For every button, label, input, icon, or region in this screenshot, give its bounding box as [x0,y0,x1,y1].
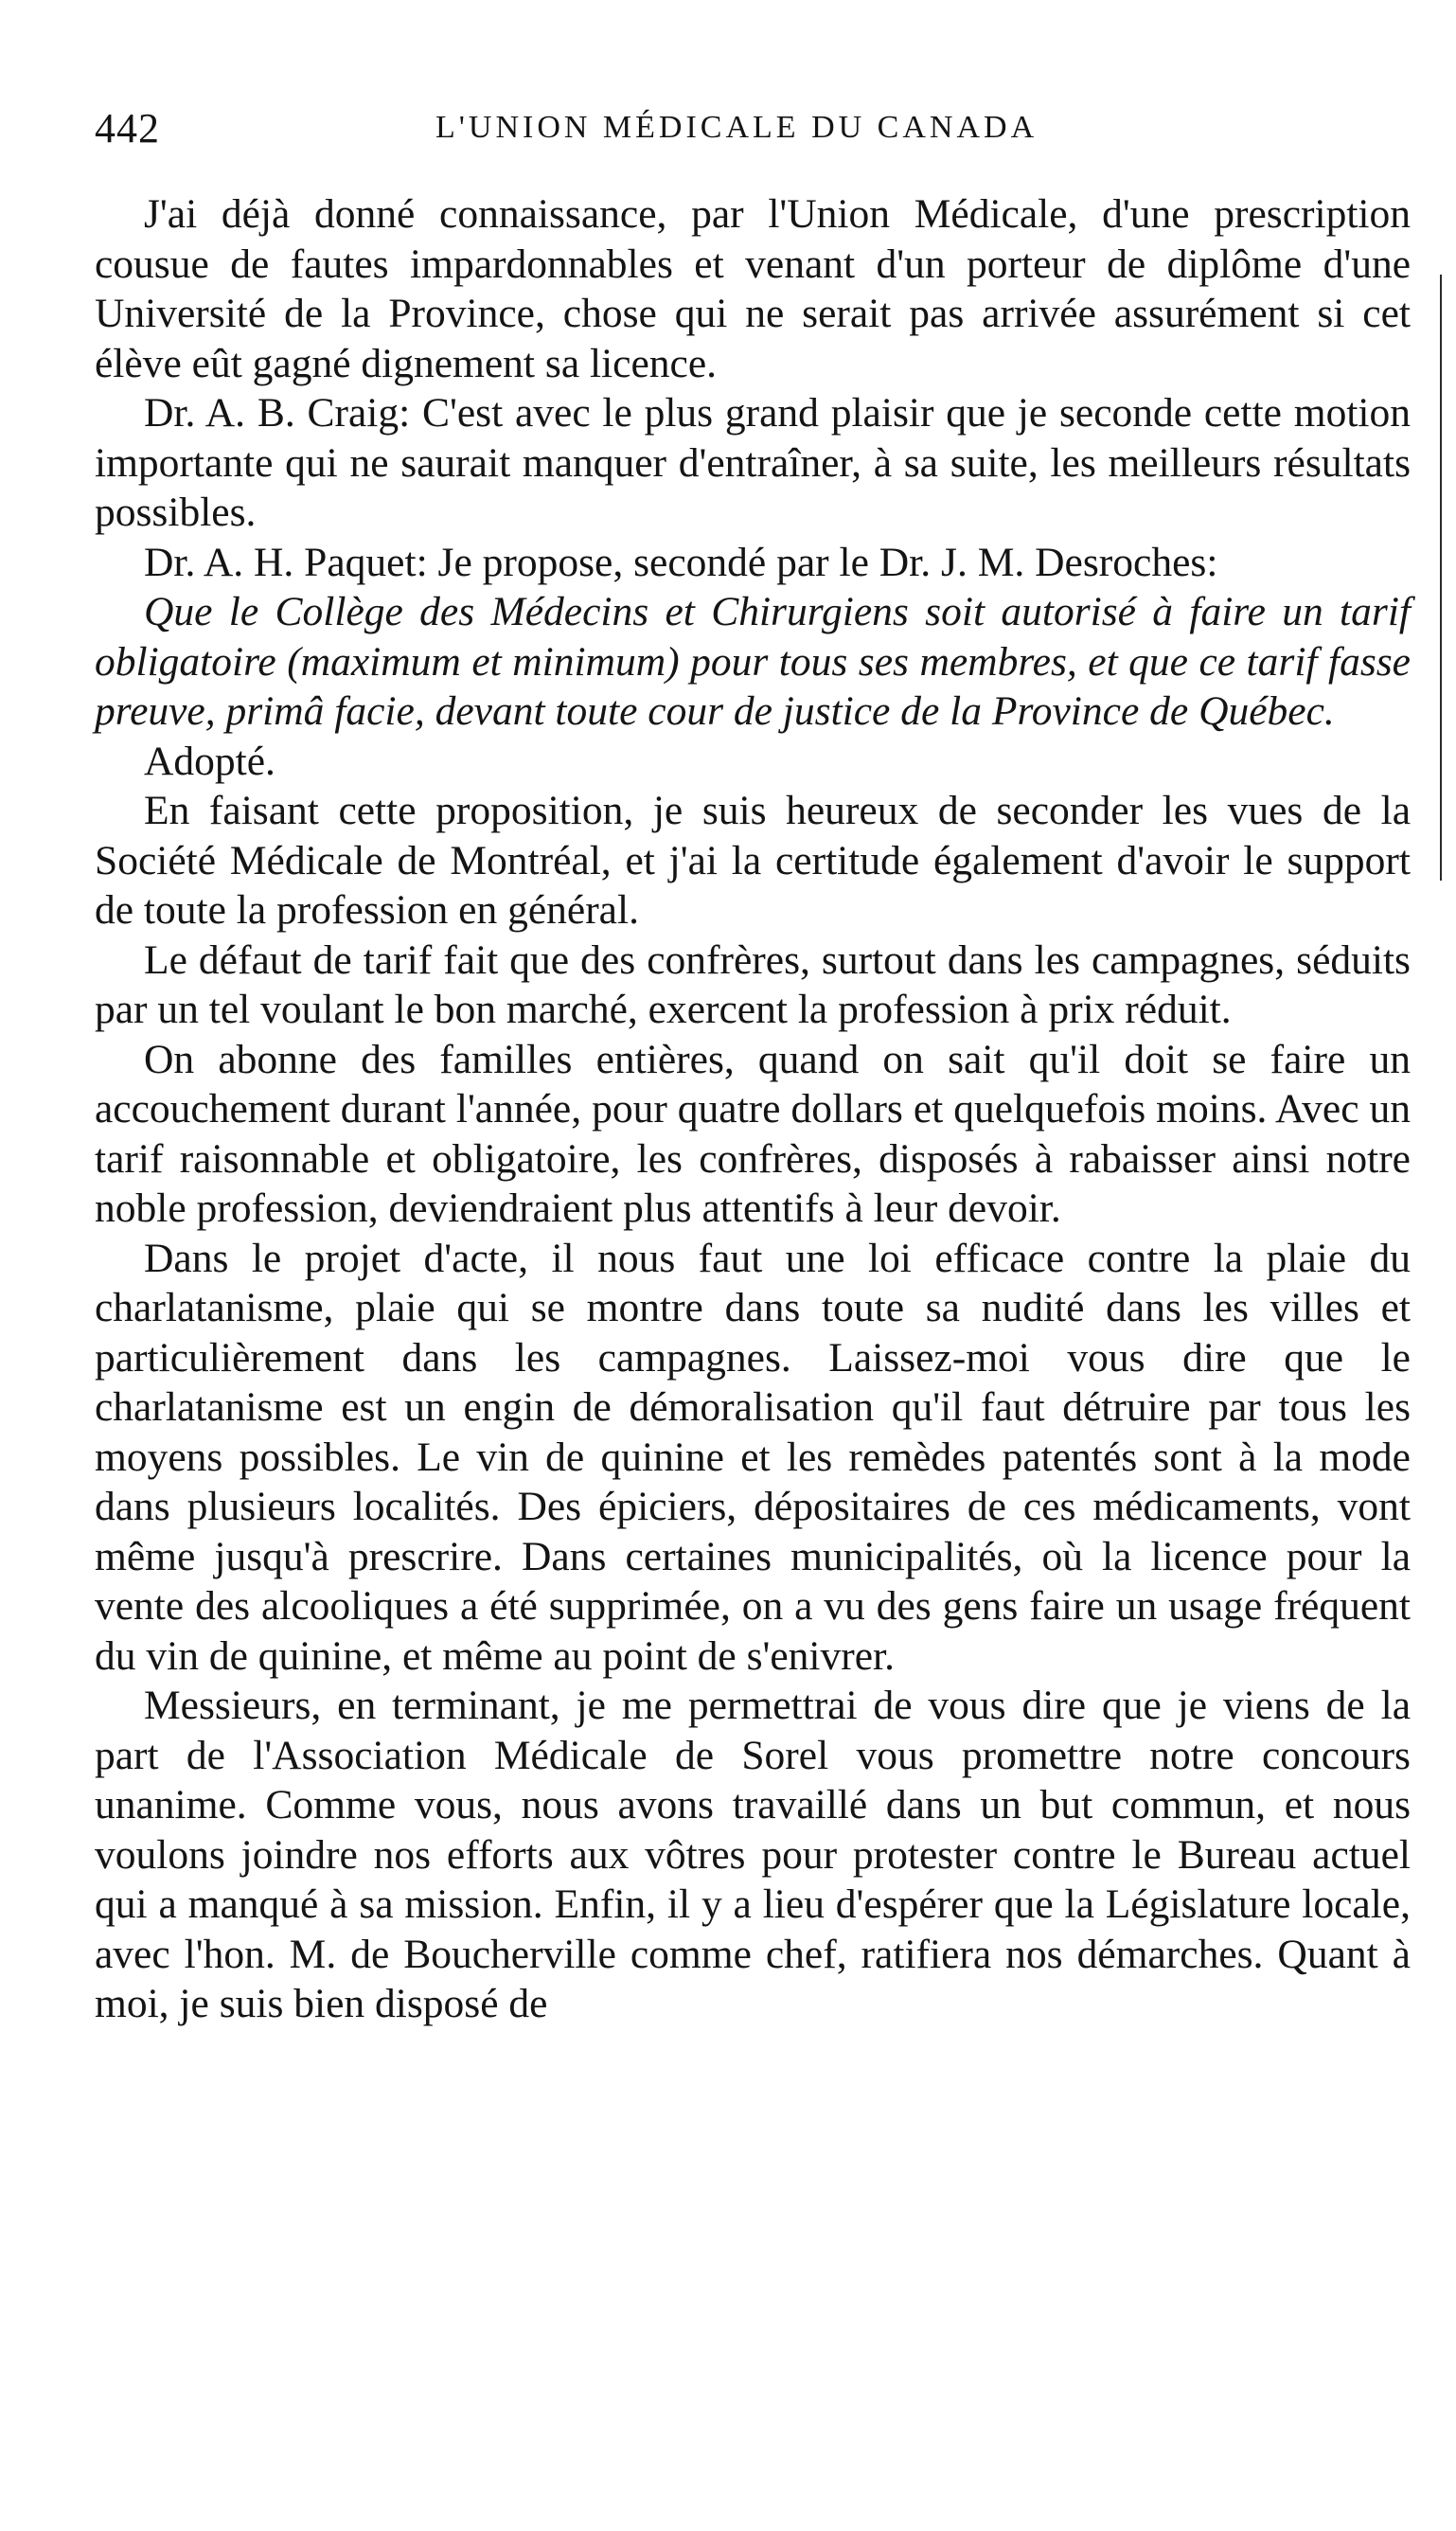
paragraph-proposition: En faisant cette proposition, je suis heureux de seconder les vues de la Société Médicale de Montréal, et j'ai la certitude également d'avoir le support de toute la profession en général. [95,788,1411,933]
paragraph-resolution: Que le Collège des Médecins et Chirurgiens soit autorisé à faire un tarif obligatoire (maximum et minimum) pour tous ses membres, et que ce tarif fasse preuve, primâ facie, devant toute cour de justice de la Province de Québec. [95,589,1411,734]
paragraph-paquet: Dr. A. H. Paquet: Je propose, secondé par le Dr. J. M. Desroches: [144,539,1218,585]
paragraph-conclusion: Messieurs, en terminant, je me permettrai de vous dire que je viens de la part de l'Association Médicale de Sorel vous promettre notre concours unanime. Comme vous, nous avons travaillé dans un but commun, et nous voulons joindre nos efforts aux vôtres pour protester contre le Bureau actuel qui a manqué à sa mission. Enfin, il y a lieu d'espérer que la Législature locale, avec l'hon. M. de Boucherville comme chef, ratifiera nos démarches. Quant à moi, je suis bien disposé de [95,1683,1411,2026]
page-number: 442 [95,105,160,152]
margin-rule [1440,275,1442,881]
paragraph-craig: Dr. A. B. Craig: C'est avec le plus grand plaisir que je seconde cette motion importante qui ne saurait manquer d'entraîner, à sa suite, les meilleurs résultats possibles. [95,390,1411,535]
paragraph-tarif: Le défaut de tarif fait que des confrères, surtout dans les campagnes, séduits par un tel voulant le bon marché, exercent la profession à prix réduit. [95,936,1411,1032]
paragraph-prescription: J'ai déjà donné connaissance, par l'Union Médicale, d'une prescription cousue de fautes impardonnables et venant d'un porteur de diplôme d'une Université de la Province, chose qui ne serait pas arrivée assurément si cet élève eût gagné dignement sa licence. [95,191,1411,386]
paragraph-familles: On abonne des familles entières, quand on sait qu'il doit se faire un accouchement durant l'année, pour quatre dollars et quelquefois moins. Avec un tarif raisonnable et obligatoire, les confrères, disposés à rabaisser ainsi notre noble profession, deviendraient plus attentifs à leur devoir. [95,1036,1411,1231]
journal-title: L'UNION MÉDICALE DU CANADA [435,110,1039,145]
running-head [95,104,1420,161]
paragraph-charlatanisme: Dans le projet d'acte, il nous faut une loi efficace contre la plaie du charlatanisme, plaie qui se montre dans toute sa nudité dans les villes et particulièrement dans les campagnes. Laissez-moi vous dire que le charlatanisme est un engin de démoralisation qu'il faut détruire par tous les moyens possibles. Le vin de quinine et les remèdes patentés sont à la mode dans plusieurs localités. Des épiciers, dépositaires de ces médicaments, vont même jusqu'à prescrire. Dans certaines municipalités, où la licence pour la vente des alcooliques a été supprimée, on a vu des gens faire un usage fréquent du vin de quinine, et même au point de s'enivrer. [95,1235,1411,1679]
body-text [95,189,1411,2029]
paragraph-adopte: Adopté. [144,738,275,784]
